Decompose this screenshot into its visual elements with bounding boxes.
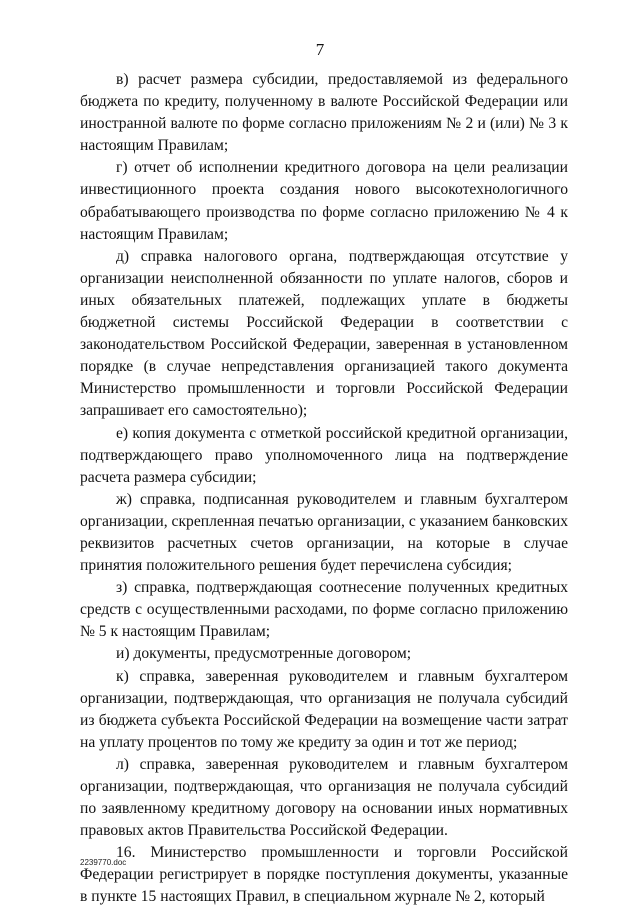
footer-filename: 2239770.doc: [80, 858, 127, 867]
paragraph-item-v: в) расчет размера субсидии, предоставляемой из федерального бюджета по кредиту, полученному в валюте Российской Федерации или иностранной валюте по форме согласно приложениям № 2 и (или) № 3 к настоящим Правилам;: [80, 71, 568, 155]
paragraph-item-e: е) копия документа с отметкой российской кредитной организации, подтверждающего право уполномоченного лица на подтверждение расчета размера субсидии;: [80, 424, 568, 486]
paragraph-item-zh: ж) справка, подписанная руководителем и главным бухгалтером организации, скрепленная печатью организации, с указанием банковских реквизитов расчетных счетов организации, на которые в случае принятия положительного решения будет перечислена субсидия;: [80, 490, 568, 575]
paragraph-item-k: к) справка, заверенная руководителем и главным бухгалтером организации, подтверждающая, что организация не получала субсидий из бюджета субъекта Российской Федерации на возмещение части затрат на уплату процентов по тому же кредиту за один и тот же период;: [80, 667, 568, 751]
page-number: 7: [315, 40, 325, 59]
paragraph-item-g: г) отчет об исполнении кредитного договора на цели реализации инвестиционного проекта создания нового высокотехнологичного обрабатывающего производства по форме согласно приложению № 4 к настоящим Правилам;: [80, 159, 568, 243]
paragraph-item-i: и) документы, предусмотренные договором;: [116, 645, 412, 663]
paragraph-item-d: д) справка налогового органа, подтверждающая отсутствие у организации неисполненной обязанности по уплате налогов, сборов и иных обязательных платежей, подлежащих уплате в бюджеты бюджетной системы Российской Федерации в соответствии с законодательством Российской Федерации, заверенная в установленном порядке (в случае непредставления организацией такого документа Министерство промышленности и торговли Российской Федерации запрашивает его самостоятельно);: [80, 247, 568, 420]
paragraph-item-z: з) справка, подтверждающая соотнесение полученных кредитных средств с осуществленными расходами, по форме согласно приложению № 5 к настоящим Правилам;: [80, 579, 568, 641]
paragraph-section-16: 16. Министерство промышленности и торговли Российской Федерации регистрирует в порядке поступления документы, указанные в пункте 15 настоящих Правил, в специальном журнале № 2, который: [80, 844, 568, 906]
paragraph-item-l: л) справка, заверенная руководителем и главным бухгалтером организации, подтверждающая, что организация не получала субсидий по заявленному кредитному договору на основании иных нормативных правовых актов Правительства Российской Федерации.: [80, 755, 568, 840]
document-body: [80, 69, 568, 909]
